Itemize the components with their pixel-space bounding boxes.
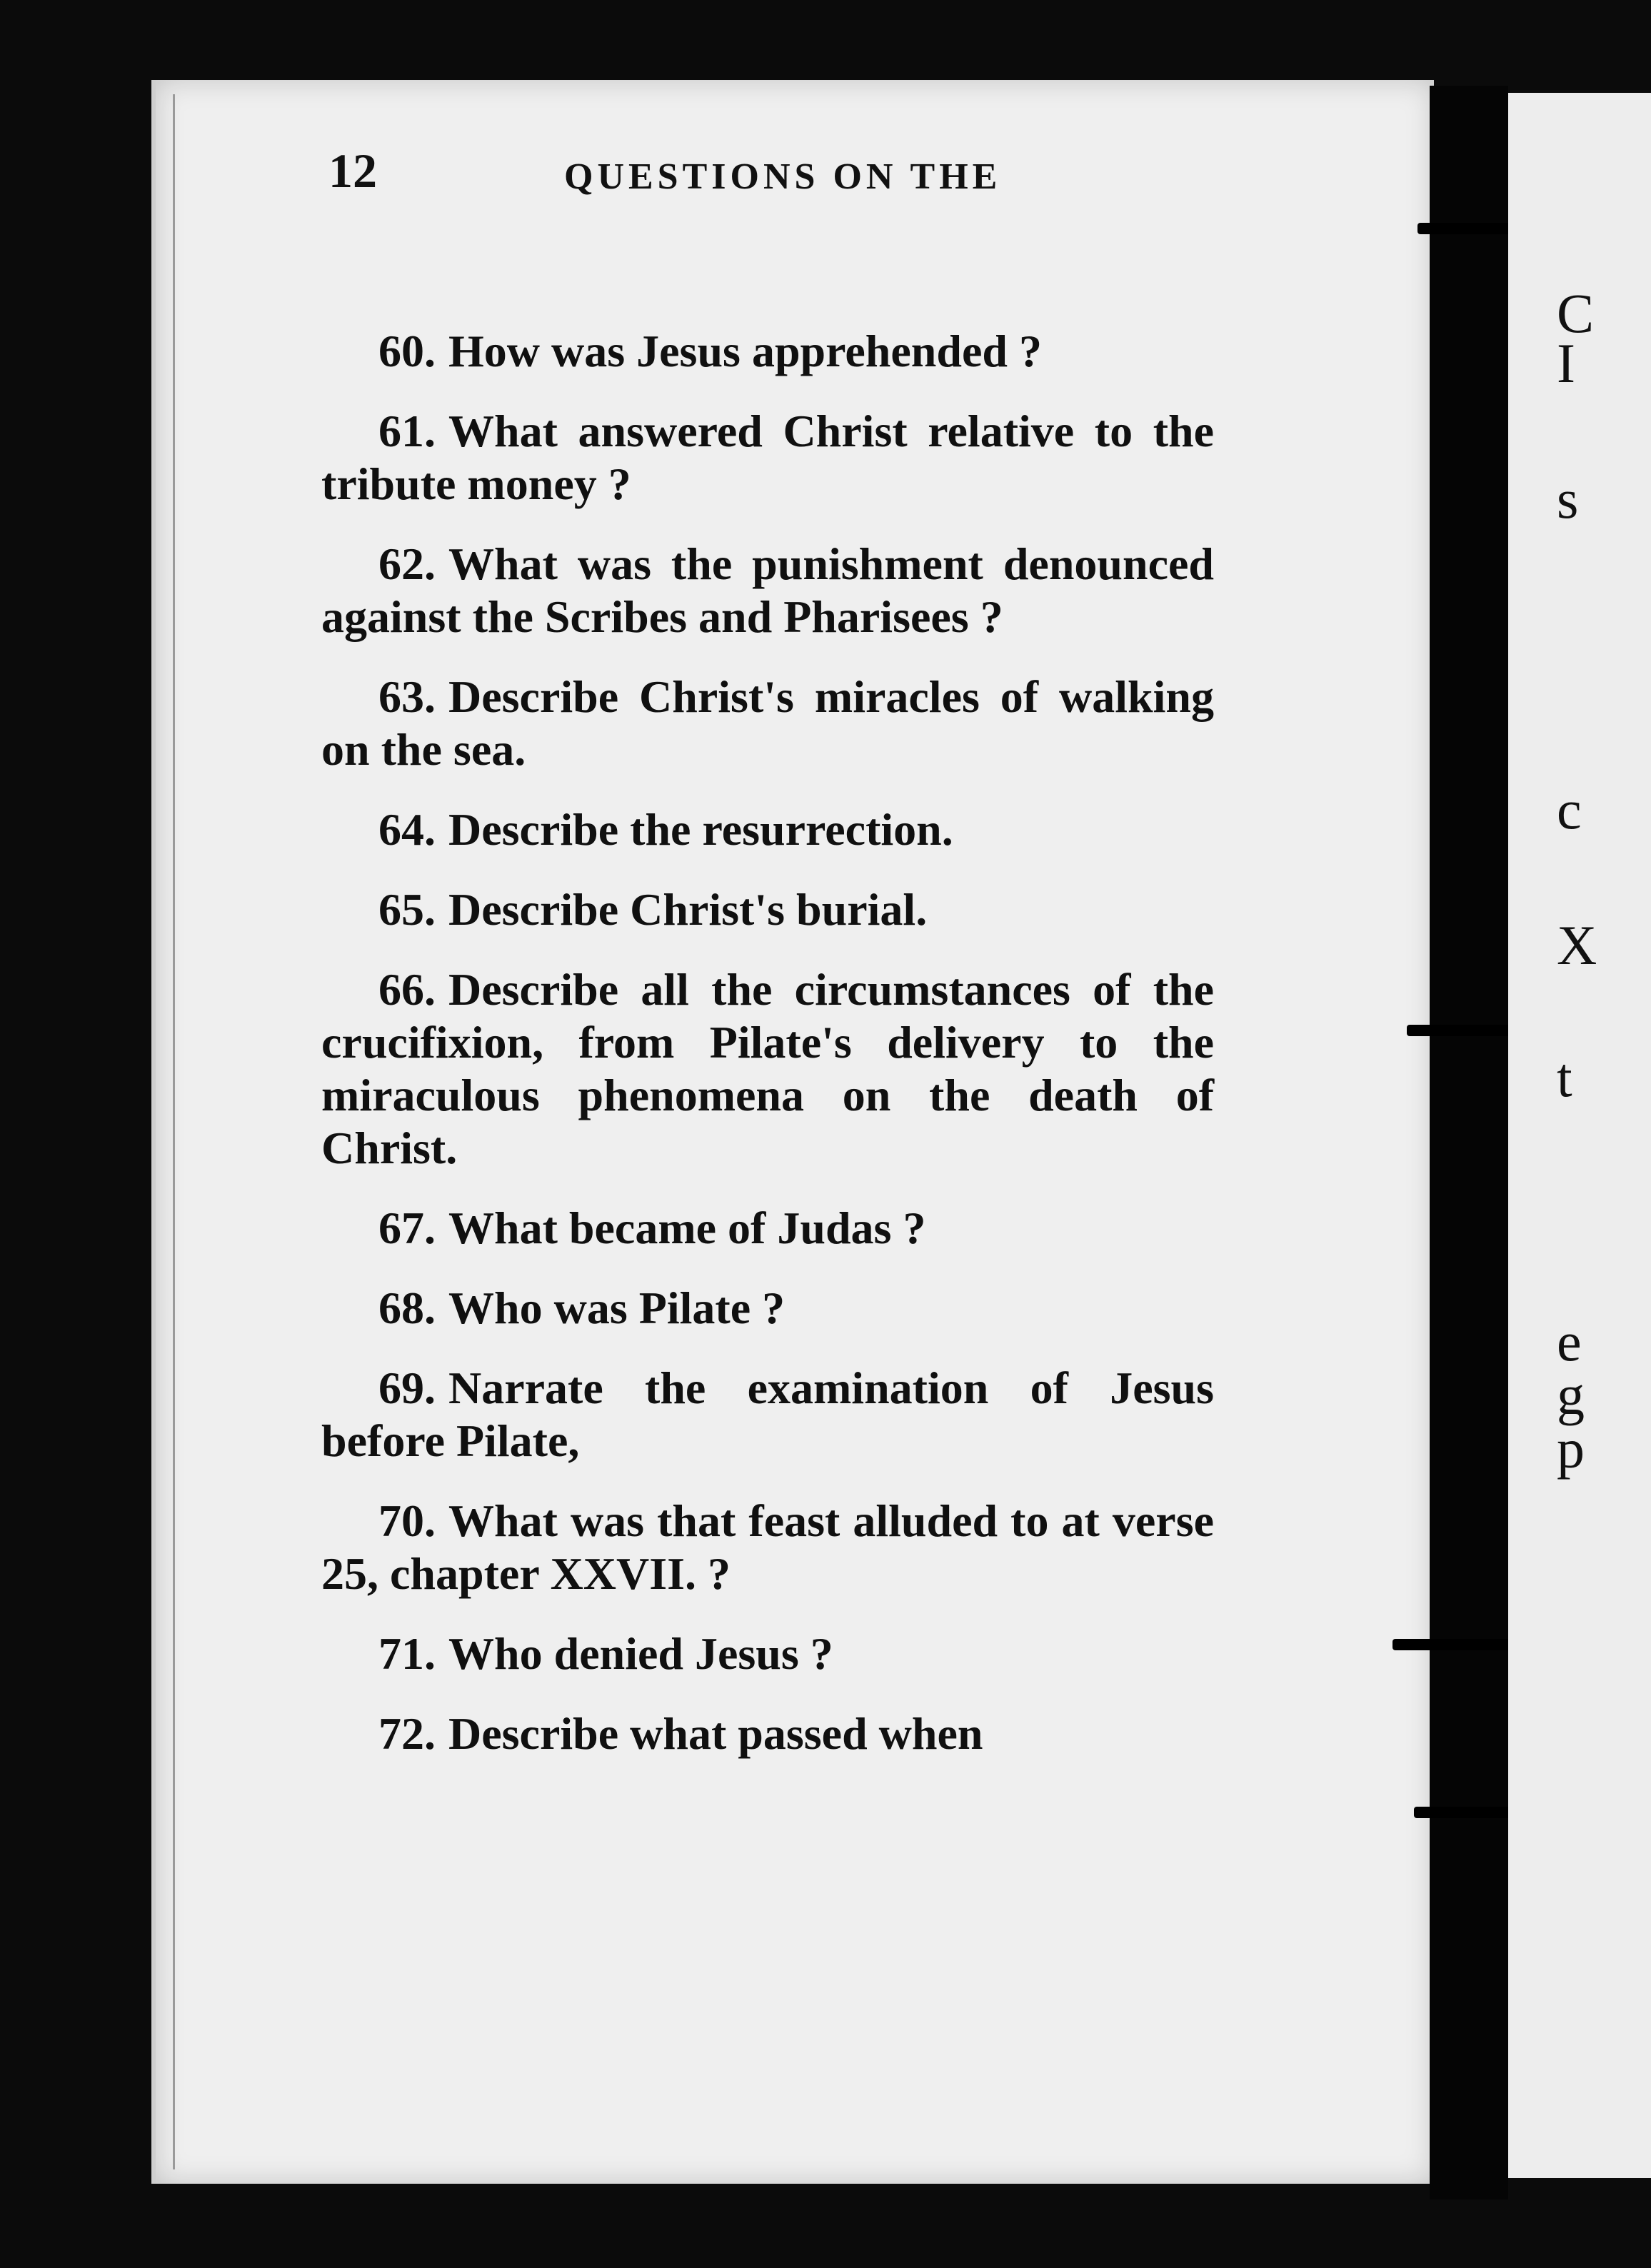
running-title: QUESTIONS ON THE <box>564 156 1002 197</box>
question-item <box>321 538 1214 643</box>
question-number: 70. <box>378 1495 436 1546</box>
running-head <box>328 143 1257 207</box>
question-text: Describe the resurrection. <box>448 804 953 855</box>
question-item <box>321 883 1214 936</box>
facing-page-fragment: C <box>1557 282 1595 344</box>
question-number: 60. <box>378 326 436 376</box>
question-text: What was that feast alluded to at verse 25, chapter XXVII. ? <box>321 1495 1214 1599</box>
facing-page-fragment: t <box>1557 1046 1572 1108</box>
question-text: Who denied Jesus ? <box>448 1628 833 1679</box>
question-item <box>321 671 1214 776</box>
question-number: 66. <box>378 964 436 1015</box>
question-item <box>321 325 1214 378</box>
question-text: What became of Judas ? <box>448 1203 926 1253</box>
binding-stitch <box>1417 223 1517 234</box>
facing-page-fragment: e <box>1557 1310 1582 1373</box>
facing-page-fragment: s <box>1557 468 1579 530</box>
question-text: Describe Christ's miracles of walking on the sea. <box>321 671 1214 775</box>
question-text: Describe all the circumstances of the crucifixion, from Pilate's delivery to the miraculous phenomena on the death of Christ. <box>321 964 1214 1173</box>
question-item <box>321 1707 1214 1760</box>
question-item <box>321 1202 1214 1255</box>
question-item <box>321 803 1214 856</box>
question-text: Describe what passed when <box>448 1708 983 1759</box>
facing-page-fragment: I <box>1557 332 1575 394</box>
facing-page-fragment: p <box>1557 1418 1585 1480</box>
question-text: What answered Christ relative to the tribute money ? <box>321 406 1214 509</box>
question-item <box>321 1627 1214 1680</box>
question-number: 61. <box>378 406 436 456</box>
question-text: Narrate the examination of Jesus before Pilate, <box>321 1363 1214 1466</box>
question-item <box>321 1362 1214 1467</box>
binding-stitch <box>1414 1807 1521 1818</box>
question-item <box>321 1495 1214 1600</box>
question-item <box>321 963 1214 1175</box>
question-text: What was the punishment denounced against the Scribes and Pharisees ? <box>321 538 1214 642</box>
question-item <box>321 405 1214 511</box>
question-list <box>321 325 1214 1787</box>
question-number: 72. <box>378 1708 436 1759</box>
question-number: 71. <box>378 1628 436 1679</box>
facing-page-fragment: X <box>1557 914 1597 976</box>
question-text: How was Jesus apprehended ? <box>448 326 1042 376</box>
question-number: 68. <box>378 1283 436 1333</box>
question-number: 64. <box>378 804 436 855</box>
question-text: Who was Pilate ? <box>448 1283 786 1333</box>
question-number: 67. <box>378 1203 436 1253</box>
question-number: 62. <box>378 538 436 589</box>
facing-page-fragment: g <box>1557 1364 1585 1426</box>
book-gutter <box>1430 86 1508 2199</box>
question-item <box>321 1282 1214 1335</box>
question-number: 65. <box>378 884 436 935</box>
facing-page <box>1508 93 1651 2178</box>
question-number: 69. <box>378 1363 436 1413</box>
facing-page-fragment: c <box>1557 778 1582 841</box>
question-text: Describe Christ's burial. <box>448 884 928 935</box>
question-number: 63. <box>378 671 436 722</box>
page-number: 12 <box>328 144 377 198</box>
